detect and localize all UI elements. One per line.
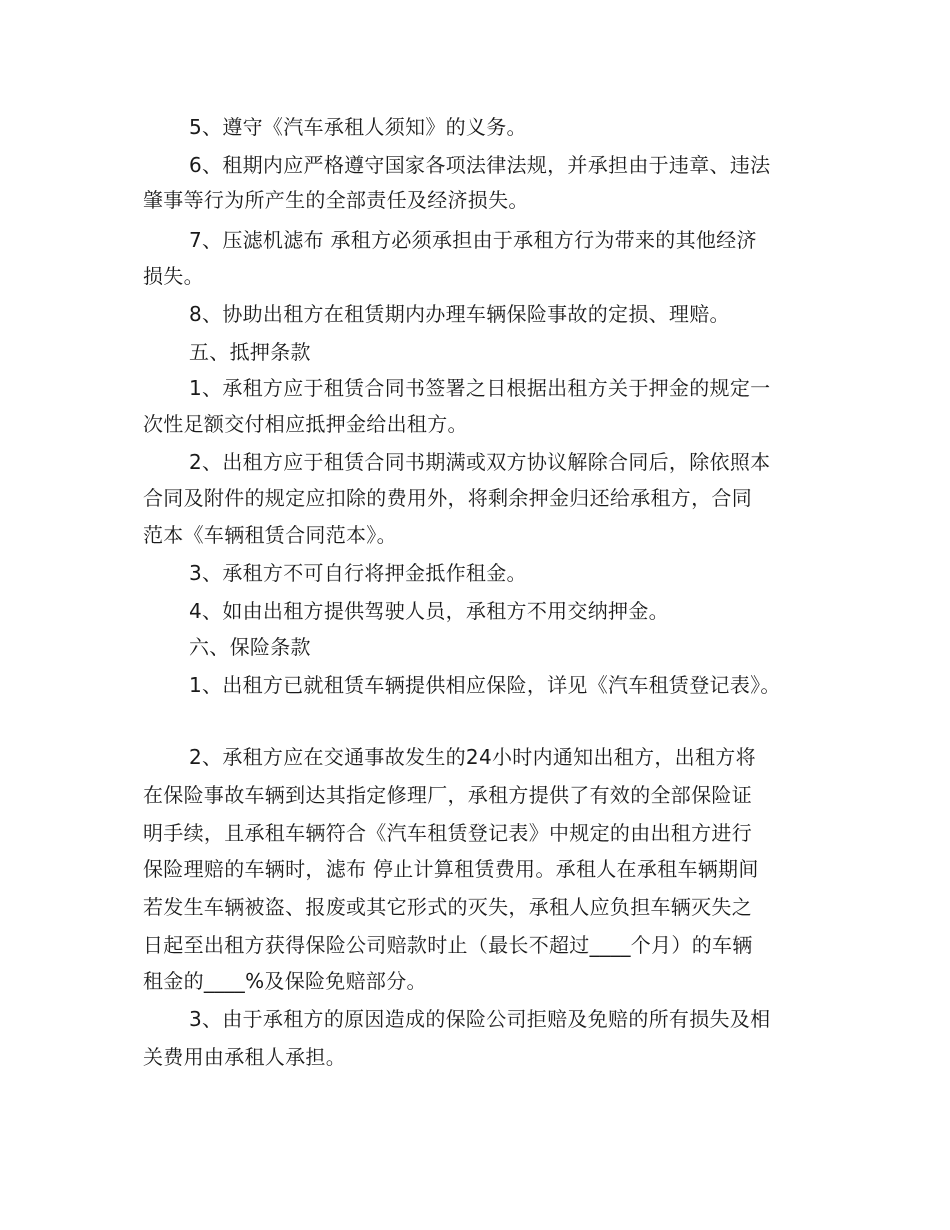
text-line: 合同及附件的规定应扣除的费用外，将剩余押金归还给承租方，合同 <box>143 486 752 510</box>
text-line: 明手续，且承租车辆符合《汽车租赁登记表》中规定的由出租方进行 <box>143 821 752 845</box>
text-line: 肇事等行为所产生的全部责任及经济损失。 <box>143 188 529 212</box>
text-line: 5、遵守《汽车承租人须知》的义务。 <box>189 115 527 139</box>
text-line: 2、承租方应在交通事故发生的24小时内通知出租方，出租方将 <box>189 745 756 769</box>
section-heading: 五、抵押条款 <box>189 340 311 364</box>
text-line: 7、压滤机滤布 承租方必须承担由于承租方行为带来的其他经济 <box>189 228 757 252</box>
text-line: 4、如由出租方提供驾驶人员，承租方不用交纳押金。 <box>189 599 669 623</box>
text-line: 保险理赔的车辆时，滤布 停止计算租赁费用。承租人在承租车辆期间 <box>143 857 759 881</box>
text-line: 范本《车辆租赁合同范本》。 <box>143 523 397 547</box>
section-heading: 六、保险条款 <box>189 635 311 659</box>
text-line: 在保险事故车辆到达其指定修理厂，承租方提供了有效的全部保险证 <box>143 783 752 807</box>
text-line: 关费用由承租人承担。 <box>143 1045 346 1069</box>
text-line: 若发生车辆被盗、报废或其它形式的灭失，承租人应负担车辆灭失之 <box>143 895 752 919</box>
text-line: 3、承租方不可自行将押金抵作租金。 <box>189 561 527 585</box>
text-line: 2、出租方应于租赁合同书期满或双方协议解除合同后，除依照本 <box>189 450 771 474</box>
text-line: 损失。 <box>143 264 204 288</box>
text-line: 1、出租方已就租赁车辆提供相应保险，详见《汽车租赁登记表》。 <box>189 673 781 697</box>
text-line: 3、由于承租方的原因造成的保险公司拒赔及免赔的所有损失及相 <box>189 1007 771 1031</box>
text-line: 1、承租方应于租赁合同书签署之日根据出租方关于押金的规定一 <box>189 376 771 400</box>
text-line: 日起至出租方获得保险公司赔款时止（最长不超过____个月）的车辆 <box>143 933 753 957</box>
text-line: 次性足额交付相应抵押金给出租方。 <box>143 412 468 436</box>
text-line: 6、租期内应严格遵守国家各项法律法规，并承担由于违章、违法 <box>189 153 771 177</box>
text-line: 8、协助出租方在租赁期内办理车辆保险事故的定损、理赔。 <box>189 302 730 326</box>
text-line: 租金的____%及保险免赔部分。 <box>143 969 427 993</box>
